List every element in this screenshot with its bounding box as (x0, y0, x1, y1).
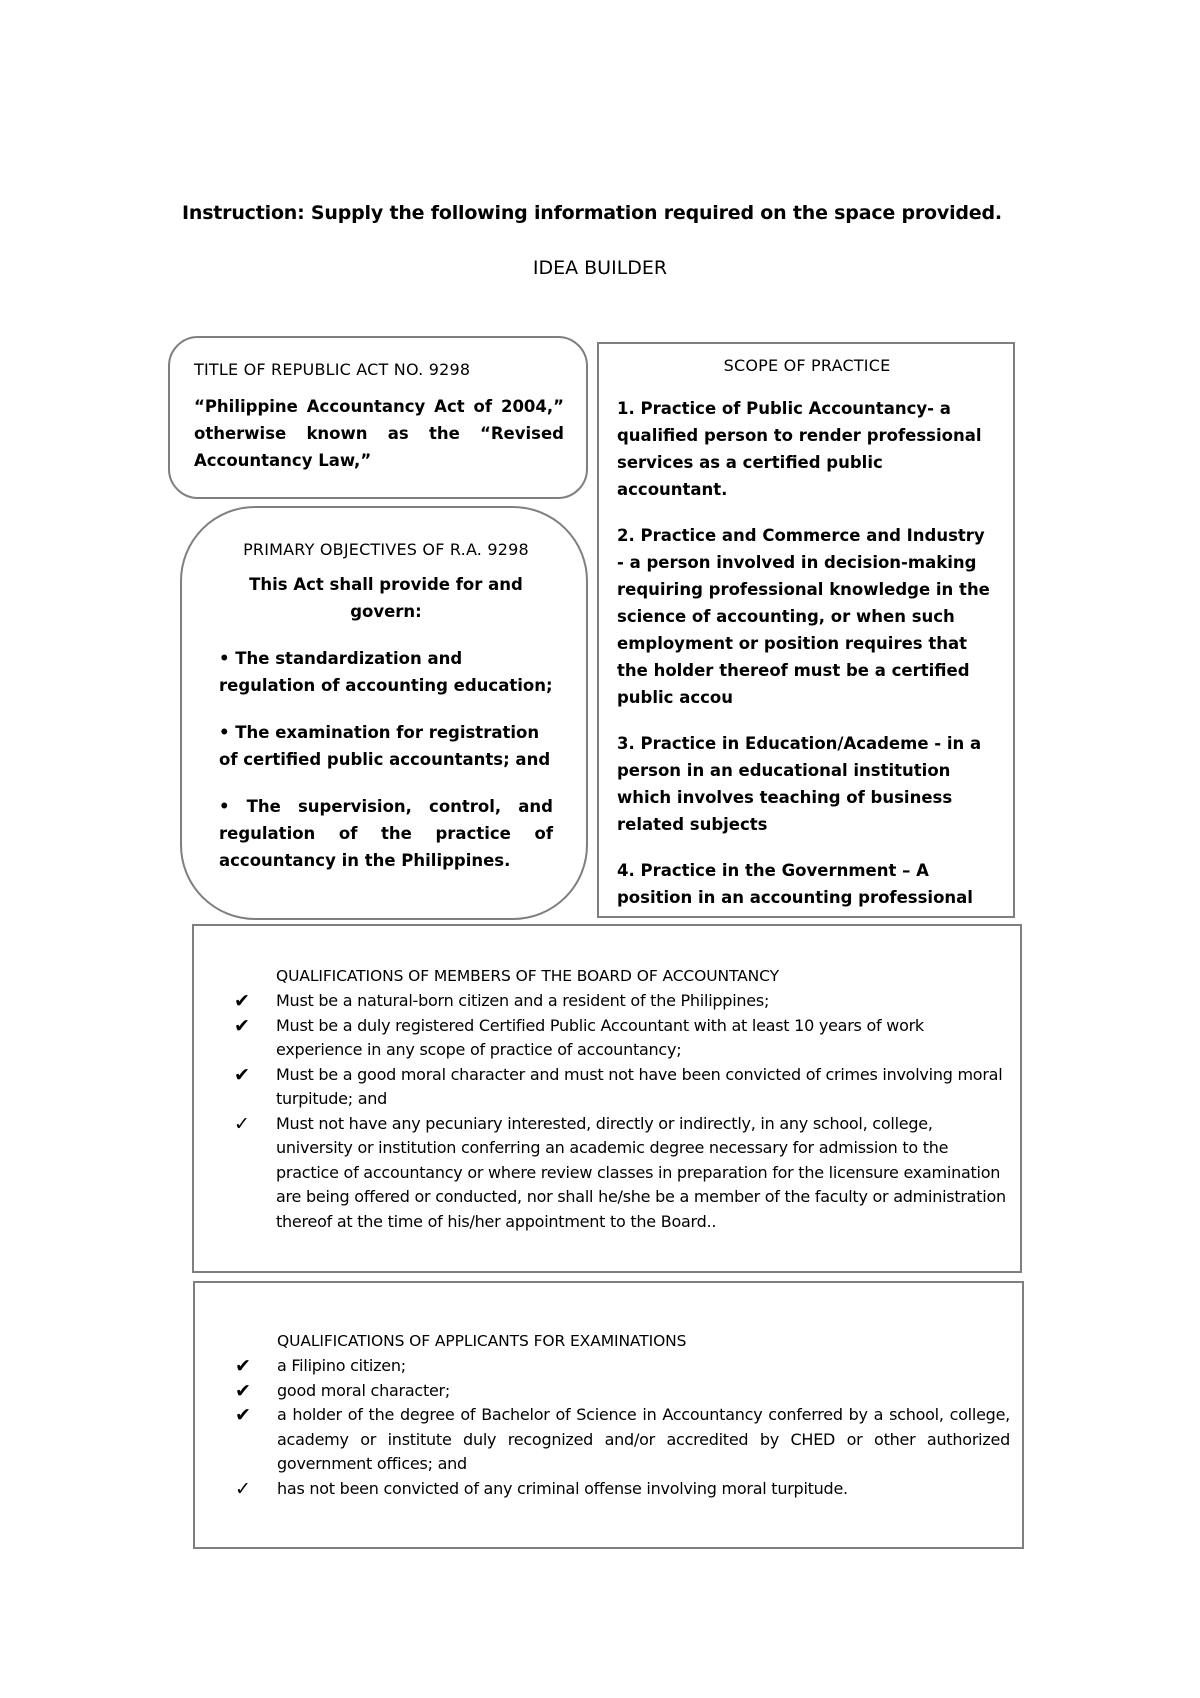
objectives-intro: This Act shall provide for and govern: (249, 575, 523, 621)
instruction-text: Instruction: Supply the following information required on the space provided. (182, 202, 1002, 224)
act-title-text: “Philippine Accountancy Act of 2004,” otherwise known as the “Revised Accountancy Law,” (194, 397, 564, 470)
checkmark-icon: ✔ (234, 1014, 250, 1037)
list-item (234, 1014, 1008, 1063)
list-item-text: Must be a duly registered Certified Public Accountant with at least 10 years of work experience in any scope of practice of accountancy; (276, 1015, 924, 1059)
objectives-label: PRIMARY OBJECTIVES OF R.A. 9298 (243, 540, 529, 559)
objective-item (219, 793, 553, 874)
checkmark-icon: ✓ (235, 1477, 251, 1500)
board-qualifications-list (234, 989, 1008, 1234)
scope-item: 3. Practice in Education/Academe - in a person in an educational institution which involves teaching of business related subjects (617, 734, 982, 834)
title-box (168, 336, 588, 499)
checkmark-icon: ✔ (234, 1063, 250, 1086)
checkmark-icon: ✔ (234, 990, 250, 1012)
board-qualifications-heading: QUALIFICATIONS OF MEMBERS OF THE BOARD OF ACCOUNTANCY (276, 967, 779, 985)
board-qualifications-box (192, 924, 1022, 1273)
list-item (235, 1379, 1010, 1404)
checkmark-icon: ✓ (234, 1112, 250, 1135)
checkmark-icon: ✔ (235, 1379, 251, 1402)
scope-item: 4. Practice in the Government – A position in an accounting professional (617, 861, 973, 907)
bullet-icon: • (219, 797, 230, 816)
bullet-icon: • (219, 723, 230, 742)
list-item (235, 1477, 1010, 1502)
objective-item (219, 645, 553, 699)
applicant-qualifications-list (235, 1354, 1010, 1501)
document-title: IDEA BUILDER (532, 257, 668, 279)
list-item-text: Must be a good moral character and must not have been convicted of crimes involving moral turpitude; and (276, 1064, 1003, 1108)
objective-text: The examination for registration of certified public accountants; and (219, 723, 551, 769)
list-item-text: has not been convicted of any criminal offense involving moral turpitude. (277, 1478, 848, 1498)
objective-text: The supervision, control, and regulation of the practice of accountancy in the Philippines. (219, 797, 553, 870)
list-item-text: Must be a natural-born citizen and a resident of the Philippines; (276, 991, 770, 1010)
list-item (235, 1354, 1010, 1379)
scope-item: 1. Practice of Public Accountancy- a qualified person to render professional services as a certified public accountant. (617, 399, 982, 499)
list-item (234, 1063, 1008, 1112)
list-item-text: Must not have any pecuniary interested, directly or indirectly, in any school, college, university or institution conferring an academic degree necessary for admission to the practice of accountancy or where review classes in preparation for the licensure examination are being offered or conducted, nor shall he/she be a member of the faculty or administration thereof at the time of his/her appointment to the Board.. (276, 1113, 1006, 1231)
scope-box (597, 342, 1015, 918)
objective-item (219, 719, 553, 773)
list-item (234, 1112, 1008, 1235)
applicant-qualifications-box (193, 1281, 1024, 1549)
bullet-icon: • (219, 649, 230, 668)
list-item-text: good moral character; (277, 1380, 451, 1400)
checkmark-icon: ✔ (235, 1404, 251, 1426)
objectives-box (180, 506, 588, 920)
objective-text: The standardization and regulation of accounting education; (219, 649, 553, 695)
scope-item: 2. Practice and Commerce and Industry - a person involved in decision-making requiring professional knowledge in the science of accounting, or when such employment or position requires that the holder thereof must be a certified public accou (617, 526, 990, 707)
list-item-text: a holder of the degree of Bachelor of Science in Accountancy conferred by a school, college, academy or institute duly recognized and/or accredited by CHED or other authorized government offices; and (277, 1405, 1010, 1473)
applicant-qualifications-heading: QUALIFICATIONS OF APPLICANTS FOR EXAMINATIONS (277, 1332, 687, 1350)
list-item (235, 1403, 1010, 1477)
list-item (234, 989, 1008, 1014)
title-box-label: TITLE OF REPUBLIC ACT NO. 9298 (194, 360, 471, 379)
scope-label: SCOPE OF PRACTICE (723, 356, 891, 375)
checkmark-icon: ✔ (235, 1355, 251, 1377)
list-item-text: a Filipino citizen; (277, 1356, 406, 1375)
